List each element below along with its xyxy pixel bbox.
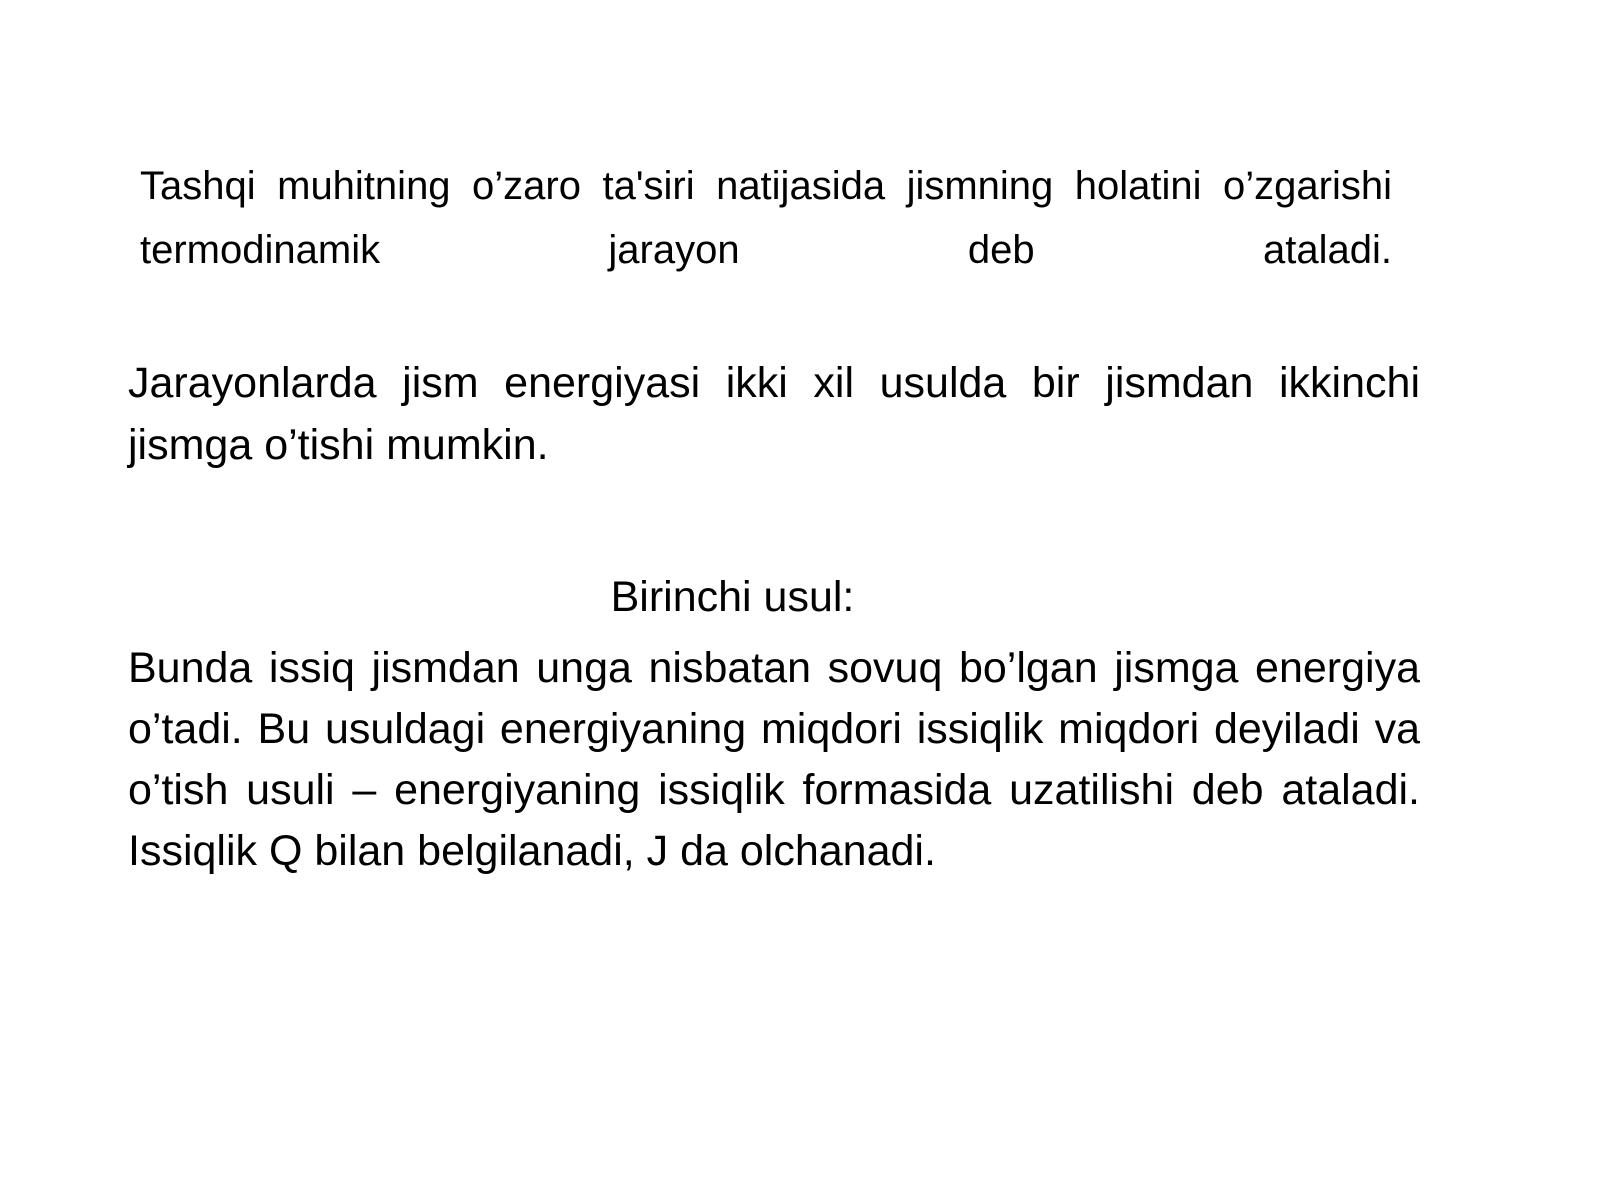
section-heading: Birinchi usul: — [610, 573, 855, 621]
definition-paragraph: Tashqi muhitning o’zaro ta'siri natijasida jismning holatini o’zgarishi termodinamik jarayon deb ataladi. — [140, 164, 1392, 272]
energy-transfer-paragraph: Jarayonlarda jism energiyasi ikki xil usulda bir jismdan ikkinchi jismga o’tishi mumkin. — [128, 359, 1420, 469]
first-method-paragraph: Bunda issiq jismdan unga nisbatan sovuq bo’lgan jismga energiya o’tadi. Bu usuldagi energiyaning miqdori issiqlik miqdori deyiladi va o’tish usuli – energiyaning issiqlik formasida uzatilishi deb ataladi. Issiqlik Q bilan belgilanadi, J da olchanadi. — [128, 644, 1420, 875]
